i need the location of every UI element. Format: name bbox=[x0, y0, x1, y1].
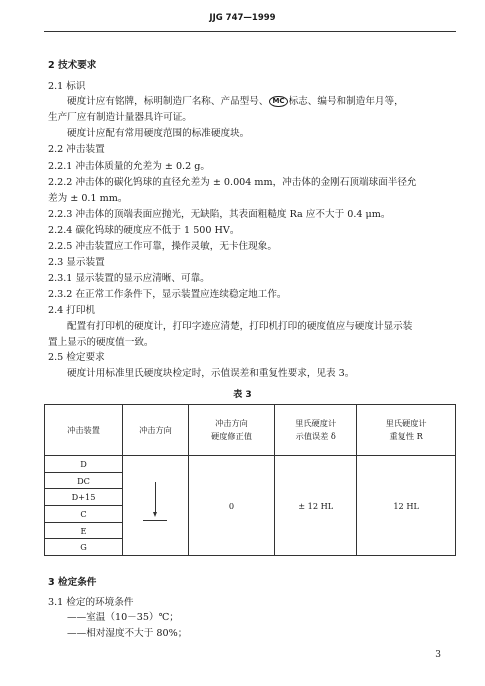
direction-arrow-cell bbox=[123, 456, 189, 556]
table-3 bbox=[44, 404, 456, 556]
mc-certification-mark: MC bbox=[269, 96, 287, 107]
col-header-error bbox=[275, 405, 357, 456]
section-2-3-2: 2.3.2 在正常工作条件下，显示装置应连续稳定地工作。 bbox=[48, 289, 287, 300]
repeatability-value: 12 HL bbox=[357, 456, 456, 556]
error-value: ± 12 HL bbox=[275, 456, 357, 556]
device-cell: D bbox=[45, 456, 123, 473]
section-2-2-4: 2.2.4 碳化钨球的硬度应不低于 1 500 HV。 bbox=[48, 225, 240, 236]
device-cell: C bbox=[45, 506, 123, 523]
section-3-1-heading: 3.1 检定的环境条件 bbox=[48, 597, 134, 608]
section-2-1-para-1 bbox=[67, 96, 404, 108]
col-header-device: 冲击装置 bbox=[45, 405, 123, 456]
section-2-1-para-2: 硬度计应配有常用硬度范围的标准硬度块。 bbox=[67, 128, 250, 139]
section-2-3-1: 2.3.1 显示装置的显示应清晰、可靠。 bbox=[48, 273, 210, 284]
table-3-caption: 表 3 bbox=[233, 390, 252, 400]
section-2-1-para-1-cont: 生产厂应有制造计量器具许可证。 bbox=[48, 112, 192, 123]
device-cell: E bbox=[45, 522, 123, 539]
condition-item-temperature: ——室温（10－35）℃； bbox=[67, 612, 179, 623]
header-line: 里氏硬度计 bbox=[295, 418, 337, 428]
device-cell: DC bbox=[45, 472, 123, 489]
section-2-4-heading: 2.4 打印机 bbox=[48, 305, 96, 316]
device-cell: D+15 bbox=[45, 489, 123, 506]
downward-impact-icon bbox=[123, 476, 188, 536]
col-header-correction bbox=[188, 405, 274, 456]
col-header-direction: 冲击方向 bbox=[123, 405, 189, 456]
section-2-4-para: 配置有打印机的硬度计，打印字迹应清楚，打印机打印的硬度值应与硬度计显示装 bbox=[67, 321, 413, 332]
section-2-2-5: 2.2.5 冲击装置应工作可靠，操作灵敏，无卡住现象。 bbox=[48, 241, 277, 252]
header-rule bbox=[44, 31, 456, 32]
section-2-5-para: 硬度计用标准里氏硬度块检定时，示值误差和重复性要求，见表 3。 bbox=[67, 368, 355, 379]
running-header: JJG 747—1999 bbox=[209, 13, 276, 23]
section-2-4-para-cont: 置上显示的硬度值一致。 bbox=[48, 337, 154, 348]
section-2-3-heading: 2.3 显示装置 bbox=[48, 257, 105, 268]
header-line: 里氏硬度计 bbox=[385, 418, 427, 428]
section-2-2-heading: 2.2 冲击装置 bbox=[48, 144, 105, 155]
header-line: 冲击方向 bbox=[215, 418, 248, 428]
section-2-1-heading: 2.1 标识 bbox=[48, 81, 86, 92]
section-2-2-2: 2.2.2 冲击体的碳化钨球的直径允差为 ± 0.004 mm，冲击体的金刚石顶端球面半径允 bbox=[48, 177, 417, 188]
device-cell: G bbox=[45, 539, 123, 556]
para-text: 硬度计应有铭牌，标明制造厂名称、产品型号、 bbox=[67, 96, 269, 107]
section-2-2-1: 2.2.1 冲击体质量的允差为 ± 0.2 g。 bbox=[48, 161, 210, 172]
section-2-2-3: 2.2.3 冲击体的顶端表面应抛光，无缺陷，其表面粗糙度 Ra 应不大于 0.4 μm。 bbox=[48, 209, 391, 220]
header-line: 硬度修正值 bbox=[211, 431, 252, 441]
page-number: 3 bbox=[435, 650, 441, 660]
header-line: 重复性 R bbox=[389, 431, 423, 441]
col-header-repeatability bbox=[357, 405, 456, 456]
section-3-title: 3 检定条件 bbox=[48, 577, 97, 588]
para-text: 标志、编号和制造年月等， bbox=[288, 96, 404, 107]
condition-item-humidity: ——相对湿度不大于 80%； bbox=[67, 628, 188, 639]
header-line: 示值误差 δ bbox=[295, 431, 336, 441]
section-2-2-2-cont: 差为 ± 0.1 mm。 bbox=[48, 193, 128, 204]
section-2-title: 2 技术要求 bbox=[48, 60, 97, 71]
correction-value: 0 bbox=[188, 456, 274, 556]
section-2-5-heading: 2.5 检定要求 bbox=[48, 352, 105, 363]
